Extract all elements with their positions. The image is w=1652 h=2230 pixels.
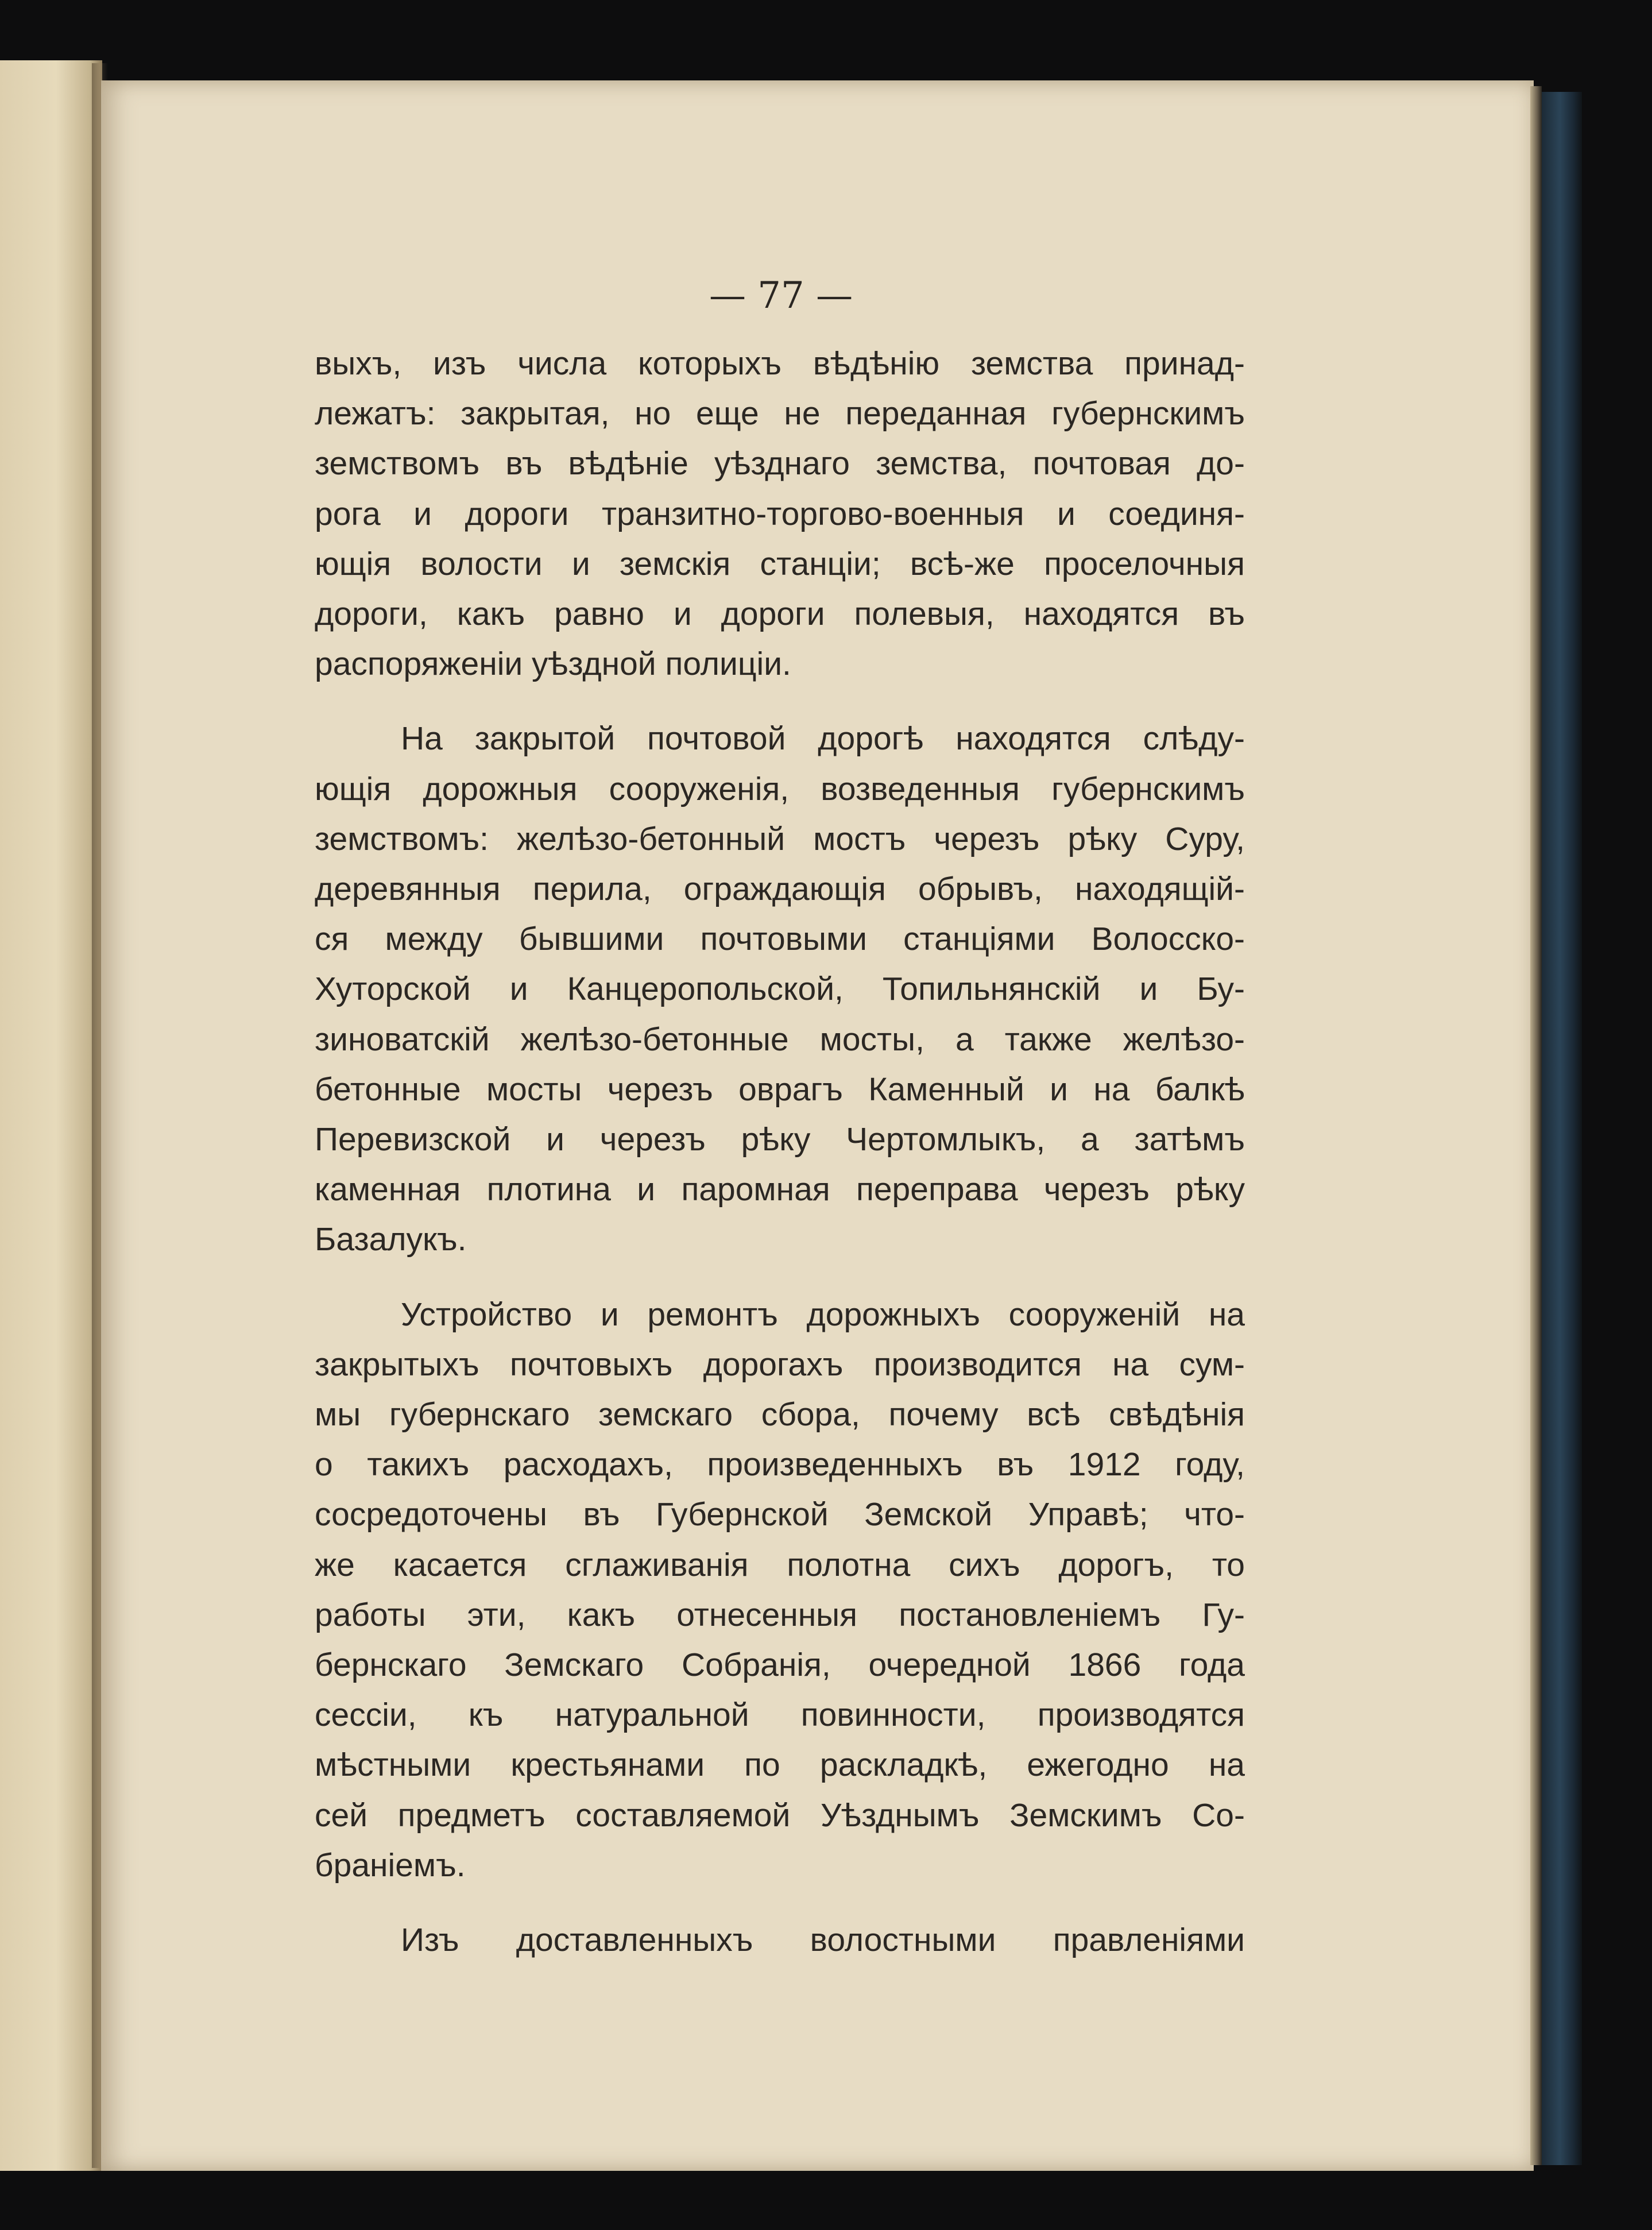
text-line: лежатъ: закрытая, но еще не переданная губернскимъ <box>315 395 1245 432</box>
left-page-edge <box>0 60 102 2171</box>
page-number: — 77 — <box>709 275 853 317</box>
text-line: земствомъ въ вѣдѣніе уѣзднаго земства, почтовая до- <box>315 445 1245 482</box>
text-line: же касается сглаживанія полотна сихъ дорогъ, то <box>315 1546 1245 1583</box>
page-block-edge <box>1530 86 1542 2165</box>
book-cover-edge <box>1542 92 1582 2165</box>
text-line: земствомъ: желѣзо-бетонный мостъ черезъ рѣку Суру, <box>315 820 1245 857</box>
text-line: сессіи, къ натуральной повинности, производятся <box>315 1696 1245 1734</box>
text-line: Перевизской и черезъ рѣку Чертомлыкъ, а затѣмъ <box>315 1121 1245 1158</box>
text-line: ся между бывшими почтовыми станціями Волосско- <box>315 921 1245 958</box>
text-line: На закрытой почтовой дорогѣ находятся слѣду- <box>401 720 1245 757</box>
body-text <box>315 339 1245 1965</box>
text-line: бетонные мосты черезъ оврагъ Каменный и на балкѣ <box>315 1070 1245 1108</box>
text-line: Изъ доставленныхъ волостными правленіями <box>401 1922 1245 1959</box>
text-line: Базалукъ. <box>315 1221 467 1258</box>
text-line: рога и дороги транзитно-торгово-военныя и соединя- <box>315 495 1245 532</box>
paragraph <box>315 1290 1245 1891</box>
text-line: браніемъ. <box>315 1846 466 1884</box>
text-line: зиноватскій желѣзо-бетонные мосты, а также желѣзо- <box>315 1021 1245 1058</box>
text-line: каменная плотина и паромная переправа черезъ рѣку <box>315 1171 1245 1208</box>
paragraph <box>315 1915 1245 1965</box>
text-line: сей предметъ составляемой Уѣзднымъ Земскимъ Со- <box>315 1796 1245 1834</box>
text-line: закрытыхъ почтовыхъ дорогахъ производится на сум- <box>315 1346 1245 1383</box>
text-line: деревянныя перила, ограждающія обрывъ, находящій- <box>315 871 1245 908</box>
text-line: мѣстными крестьянами по раскладкѣ, ежегодно на <box>315 1746 1245 1784</box>
text-line: Хуторской и Канцеропольской, Топильнянскій и Бу- <box>315 971 1245 1008</box>
text-line: сосредоточены въ Губернской Земской Управѣ; что- <box>315 1496 1245 1533</box>
text-line: о такихъ расходахъ, произведенныхъ въ 1912 году, <box>315 1446 1245 1483</box>
text-line: бернскаго Земскаго Собранія, очередной 1866 года <box>315 1647 1245 1684</box>
text-line: ющія дорожныя сооруженія, возведенныя губернскимъ <box>315 770 1245 807</box>
paragraph <box>315 339 1245 689</box>
text-line: Устройство и ремонтъ дорожныхъ сооруженій на <box>401 1296 1245 1333</box>
text-line: мы губернскаго земскаго сбора, почему всѣ свѣдѣнія <box>315 1396 1245 1433</box>
text-line: дороги, какъ равно и дороги полевыя, находятся въ <box>315 596 1245 633</box>
paragraph <box>315 714 1245 1265</box>
text-line: работы эти, какъ отнесенныя постановленіемъ Гу- <box>315 1596 1245 1633</box>
text-line: распоряженіи уѣздной полиціи. <box>315 646 791 683</box>
text-line: ющія волости и земскія станціи; всѣ-же проселочныя <box>315 545 1245 582</box>
text-line: выхъ, изъ числа которыхъ вѣдѣнію земства принад- <box>315 345 1245 382</box>
